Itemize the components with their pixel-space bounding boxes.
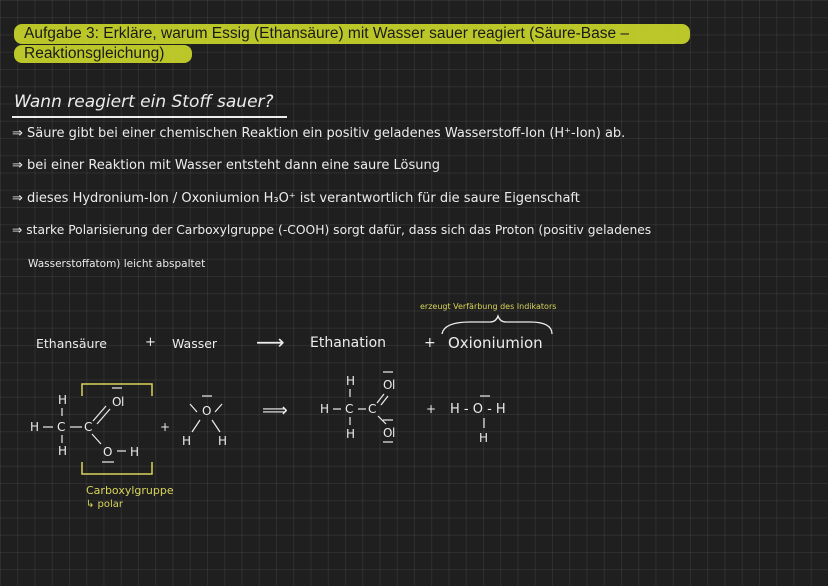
reaction-arrow: ⟶: [256, 330, 285, 354]
product-oxoniumion: Oxioniumion: [448, 334, 543, 352]
svg-text:l: l: [392, 378, 396, 392]
svg-text:H: H: [58, 393, 68, 407]
svg-text:H: H: [320, 402, 330, 416]
svg-text:H: H: [346, 427, 356, 441]
carboxyl-group-note: ↳ polar: [86, 499, 124, 510]
svg-text:C: C: [345, 402, 354, 416]
svg-text:C: C: [57, 420, 66, 434]
product-ethanation: Ethanation: [310, 335, 387, 351]
svg-text:l: l: [392, 426, 396, 440]
note-bullet: Wasserstoffatom) leicht abspaltet: [28, 258, 206, 270]
svg-text:O: O: [103, 445, 113, 459]
reactant-wasser: Wasser: [172, 336, 218, 351]
svg-text:H: H: [346, 374, 356, 388]
svg-text:H: H: [479, 431, 489, 445]
plus-sign: +: [145, 335, 156, 350]
plus-sign: +: [160, 420, 171, 434]
svg-text:H: H: [130, 445, 140, 459]
notes-heading: Wann reagiert ein Stoff sauer?: [14, 92, 274, 112]
svg-text:H: H: [30, 420, 40, 434]
water-product-structure: [450, 396, 506, 445]
note-bullet: ⇒ Säure gibt bei einer chemischen Reaktion ein positiv geladenes Wasserstoff-Ion (H⁺-Ion) ab.: [12, 126, 626, 141]
svg-text:O: O: [202, 404, 212, 418]
water-structure: [182, 396, 227, 448]
svg-text:l: l: [121, 395, 125, 409]
reactant-ethansaeure: Ethansäure: [36, 336, 107, 351]
task-line-2: Reaktionsgleichung): [24, 45, 165, 62]
task-line-1: Aufgabe 3: Erkläre, warum Essig (Ethansäure) mit Wasser sauer reagiert (Säure-Base –: [24, 25, 630, 42]
note-bullet: ⇒ dieses Hydronium-Ion / Oxoniumion H₃O⁺ ist verantwortlich für die saure Eigenschaft: [12, 191, 580, 206]
svg-text:C: C: [368, 402, 377, 416]
plus-sign: +: [424, 335, 436, 351]
svg-text:C: C: [84, 420, 93, 434]
indicator-annotation: erzeugt Verfärbung des Indikators: [420, 302, 557, 311]
svg-text:O: O: [112, 395, 122, 409]
svg-text:H: H: [58, 444, 68, 458]
water-product-label: H - O - H: [450, 402, 506, 417]
acetate-structure: [320, 372, 395, 442]
svg-text:H: H: [182, 434, 192, 448]
note-bullet: ⇒ bei einer Reaktion mit Wasser entsteht dann eine saure Lösung: [12, 158, 440, 173]
svg-text:O: O: [383, 378, 393, 392]
carboxyl-group-label: Carboxylgruppe: [86, 484, 174, 497]
plus-sign: +: [426, 402, 437, 416]
reaction-arrow-2: ⟹: [262, 400, 288, 421]
svg-text:O: O: [383, 426, 393, 440]
acetic-acid-structure: [30, 384, 152, 474]
note-bullet: ⇒ starke Polarisierung der Carboxylgruppe (-COOH) sorgt dafür, dass sich das Proton (positiv geladenes: [12, 223, 652, 237]
svg-text:H: H: [218, 434, 228, 448]
